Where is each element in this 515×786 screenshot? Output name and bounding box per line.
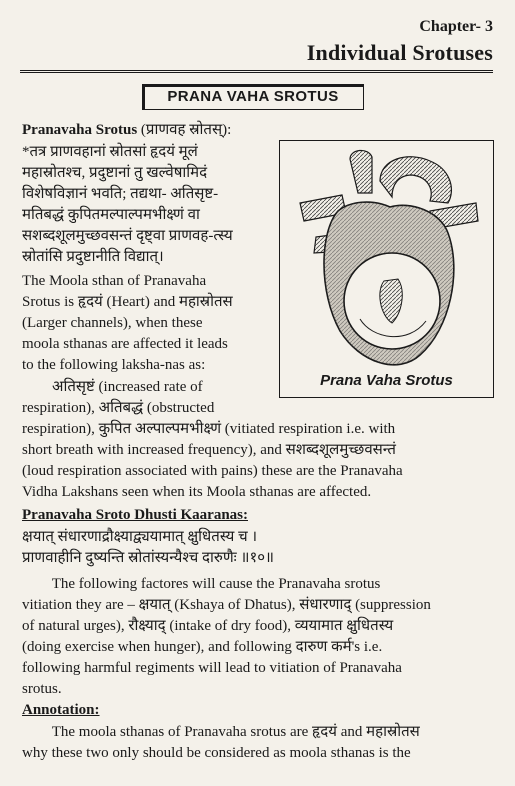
body-line: (loud respiration associated with pains) these are the Pranavaha <box>22 463 403 479</box>
sanskrit-line: *तत्र प्राणवहानां स्रोतसां हृदयं मूलं <box>22 144 198 160</box>
sanskrit-verse-line: प्राणवाहीनि दुष्यन्ति स्रोतांस्यन्यैश्च दारुणैः ॥१०॥ <box>22 550 275 566</box>
body-line: vitiation they are – क्षयात् (Kshaya of Dhatus), संधारणाद् (suppression <box>22 597 431 613</box>
body-line: respiration), कुपित अल्पाल्पमभीक्ष्णं (vitiated respiration i.e. with <box>22 421 396 437</box>
body-line: short breath with increased frequency), and सशब्दशूलमुच्छवसन्तं <box>22 442 396 458</box>
sanskrit-line: स्रोतांसि प्रदुष्टानीति विद्यात्। <box>22 249 164 265</box>
body-line: srotus. <box>22 681 62 697</box>
body-line: The moola sthanas of Pranavaha srotus are हृदयं and महास्रोतस <box>22 724 420 740</box>
sanskrit-line: सशब्दशूलमुच्छवसन्तं दृष्ट्वा प्राणवह-त्स्य <box>22 228 233 244</box>
body-line: (Larger channels), when these <box>22 315 203 331</box>
body-line: The Moola sthan of Pranavaha <box>22 273 207 289</box>
heart-illustration-icon <box>280 141 493 397</box>
line-0-rest: (प्राणवह स्रोतस्): <box>137 122 232 138</box>
body-line: The following factores will cause the Pranavaha srotus <box>22 576 381 592</box>
body-line: why these two only should be considered as moola sthanas is the <box>22 745 411 761</box>
figure-box <box>279 140 494 398</box>
chapter-label: Chapter- 3 <box>419 18 493 35</box>
sanskrit-verse-line: क्षयात् संधारणाद्रौक्ष्याद्व्ययामात् क्षुधितस्य च । <box>22 529 258 545</box>
body-line: to the following laksha-nas as: <box>22 357 206 373</box>
body-line: अतिसृष्टं (increased rate of <box>22 379 203 395</box>
subheading-dhusti-kaaranas: Pranavaha Sroto Dhusti Kaaranas: <box>22 507 248 523</box>
sanskrit-line: विशेषविज्ञानं भवति; तद्यथा- अतिसृष्ट- <box>22 186 219 202</box>
sanskrit-line: महास्रोतश्च, प्रदुष्टानां तु खल्वेषामिदं <box>22 165 208 181</box>
line-0 <box>22 120 231 140</box>
sanskrit-line: मतिबद्धं कुपितमल्पाल्पमभीक्ष्णं वा <box>22 207 200 223</box>
body-line: of natural urges), रौक्ष्याद् (intake of dry food), व्ययामात क्षुधितस्य <box>22 618 394 634</box>
body-line: (doing exercise when hunger), and following दारुण कर्म's i.e. <box>22 639 383 655</box>
body-line: moola sthanas are affected it leads <box>22 336 228 352</box>
term-pranavaha: Pranavaha Srotus <box>22 122 138 138</box>
body-line: Vidha Lakshans seen when its Moola sthanas are affected. <box>22 484 372 500</box>
body-line: following harmful regiments will lead to vitiation of Pranavaha <box>22 660 402 676</box>
body-line: Srotus is हृदयं (Heart) and महास्रोतस <box>22 294 233 310</box>
body-line: respiration), अतिबद्धं (obstructed <box>22 400 215 416</box>
header-divider <box>20 70 493 73</box>
section-heading-box: PRANA VAHA SROTUS <box>142 84 364 110</box>
subheading-annotation: Annotation: <box>22 702 100 718</box>
figure-caption: Prana Vaha Srotus <box>320 372 453 389</box>
chapter-title: Individual Srotuses <box>306 40 493 65</box>
